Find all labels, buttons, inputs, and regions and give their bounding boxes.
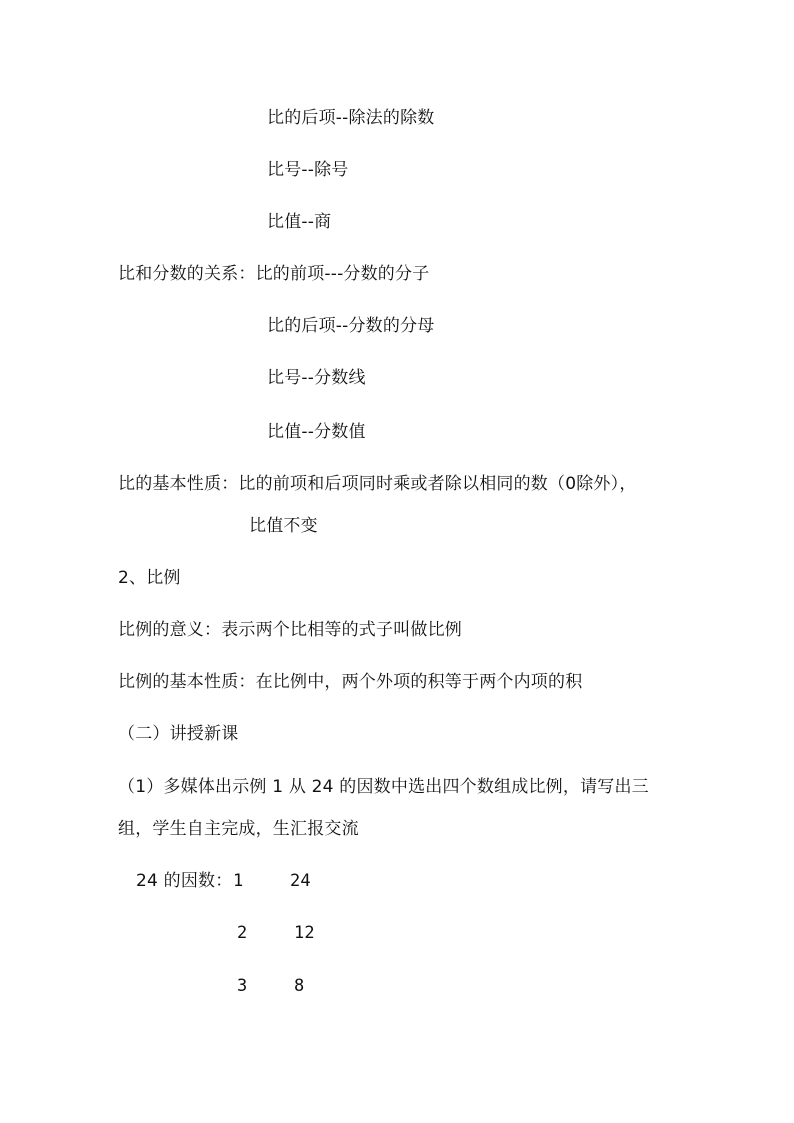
proportion-meaning-text: 比例的意义：表示两个比相等的式子叫做比例	[118, 620, 462, 640]
ratio-fraction-relation-label: 比和分数的关系：	[118, 264, 256, 284]
basic-property-continuation: 比值不变	[249, 516, 318, 536]
proportion-property-text: 比例的基本性质：在比例中，两个外项的积等于两个内项的积	[118, 672, 583, 692]
text-ratio-value-quotient: 比值--商	[267, 212, 332, 232]
factor-pair-3-second: 8	[294, 976, 305, 996]
example-text-line-1: （1）多媒体出示例 1 从 24 的因数中选出四个数组成比例，请写出三	[118, 777, 649, 797]
text-latter-term-divisor: 比的后项--除法的除数	[267, 108, 435, 128]
section-heading-new-lesson: （二）讲授新课	[118, 724, 239, 744]
basic-property-text: 比的基本性质：比的前项和后项同时乘或者除以相同的数（0除外），	[118, 474, 637, 494]
factor-pair-2-first: 2	[237, 923, 248, 943]
section-heading-proportion: 2、比例	[118, 568, 181, 588]
text-former-term-numerator: 比的前项---分数的分子	[255, 264, 430, 284]
example-text-line-2: 组，学生自主完成，生汇报交流	[118, 819, 359, 839]
factors-label: 24 的因数：	[136, 871, 233, 891]
ratio-fraction-relation-row	[118, 263, 429, 285]
text-ratio-sign-division-sign: 比号--除号	[267, 160, 349, 180]
factor-pair-1-first: 1	[233, 871, 244, 891]
text-ratio-sign-fraction-line: 比号--分数线	[267, 368, 366, 388]
factor-pair-1-second: 24	[290, 871, 311, 891]
text-latter-term-denominator: 比的后项--分数的分母	[267, 316, 435, 336]
factor-pair-3-first: 3	[237, 976, 248, 996]
text-ratio-value-fraction-value: 比值--分数值	[267, 422, 366, 442]
factor-pair-2-second: 12	[294, 923, 315, 943]
